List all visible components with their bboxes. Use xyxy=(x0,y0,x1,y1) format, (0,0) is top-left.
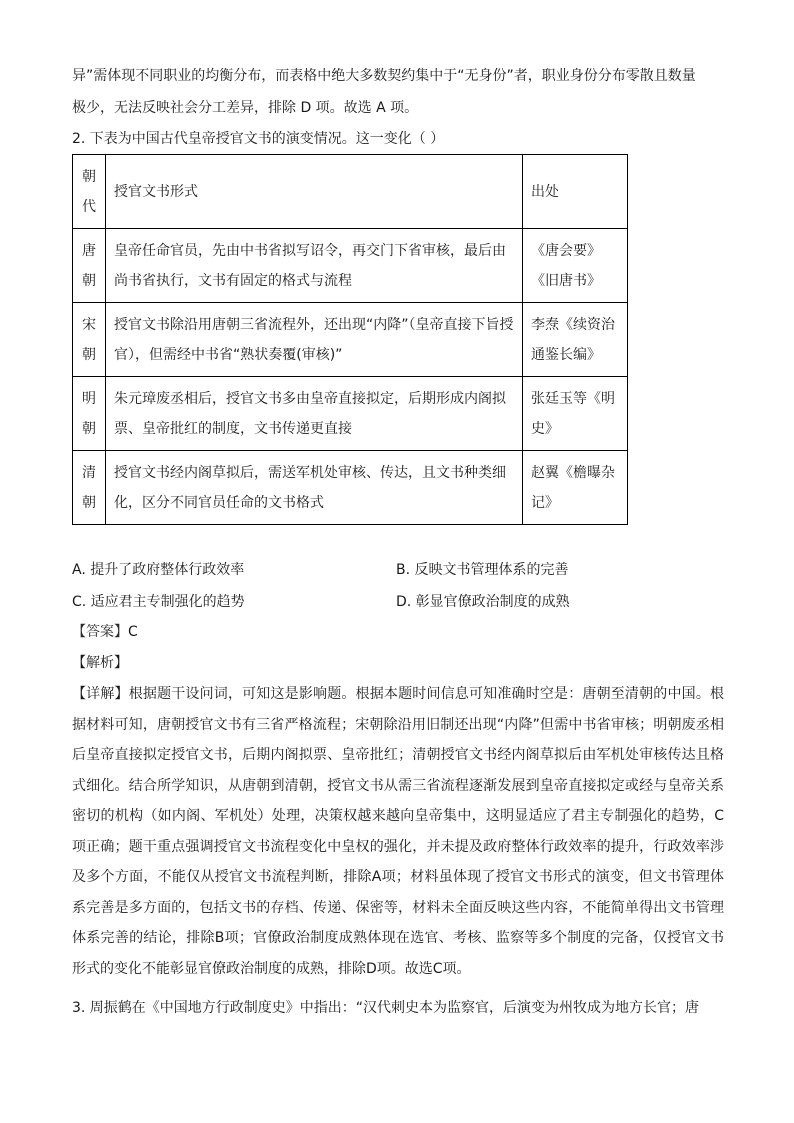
question-3-stem: 3. 周振鹤在《中国地方行政制度史》中指出：“汉代刺史本为监察官，后演变为州牧成为地方长官；唐 xyxy=(72,1000,700,1016)
option-b: B. 反映文书管理体系的完善 xyxy=(396,562,569,578)
table-row xyxy=(73,303,628,377)
detail-paragraph: 【详解】根据题干设问词，可知这是影响题。根据本题时间信息可知准确时空是：唐朝至清朝的中国。根据材料可知，唐朝授官文书有三省严格流程；宋朝除沿用旧制还出现“内降”但需中书省审核；明朝废丞相后皇帝直接拟定授官文书，后期内阁拟票、皇帝批红；清朝授官文书经内阁草拟后由军机处审核传达且格式细化。结合所学知识，从唐朝到清朝，授官文书从需三省流程逐渐发展到皇帝直接拟定或经与皇帝关系密切的机构（如内阁、军机处）处理，决策权越来越向皇帝集中，这明显适应了君主专制强化的趋势，C项正确；题干重点强调授官文书流程变化中皇权的强化，并未提及政府整体行政效率的提升，行政效率涉及多个方面，不能仅从授官文书流程判断，排除A项；材料虽体现了授官文书形式的演变，但文书管理体系完善是多方面的，包括文书的存档、传递、保密等，材料未全面反映这些内容，不能简单得出文书管理体系完善的结论，排除B项；官僚政治制度成熟体现在选官、考核、监察等多个制度的完备，仅授官文书形式的变化不能彰显官僚政治制度的成熟，排除D项。故选C项。 xyxy=(72,686,724,977)
source-cell: 《唐会要》《旧唐书》 xyxy=(523,229,628,303)
form-cell: 朱元璋废丞相后，授官文书多由皇帝直接拟定，后期形成内阁拟票、皇帝批红的制度，文书传递更直接 xyxy=(106,377,523,451)
header-source: 出处 xyxy=(523,155,628,229)
edict-evolution-table xyxy=(72,154,628,525)
table-header-row xyxy=(73,155,628,229)
header-form: 授官文书形式 xyxy=(106,155,523,229)
header-dynasty: 朝代 xyxy=(73,155,106,229)
form-cell: 授官文书除沿用唐朝三省流程外，还出现“内降”（皇帝直接下旨授官），但需经中书省“熟状奏覆(审核)” xyxy=(106,303,523,377)
option-c: C. 适应君主专制强化的趋势 xyxy=(72,594,245,610)
prev-answer-line-2: 极少，无法反映社会分工差异，排除 D 项。故选 A 项。 xyxy=(72,100,419,116)
form-cell: 授官文书经内阁草拟后，需送军机处审核、传达，且文书种类细化，区分不同官员任命的文书格式 xyxy=(106,451,523,525)
dynasty-cell: 唐朝 xyxy=(73,229,106,303)
prev-answer-line-1: 异”需体现不同职业的均衡分布，而表格中绝大多数契约集中于“无身份”者，职业身份分布零散且数量 xyxy=(72,68,696,84)
dynasty-cell: 清朝 xyxy=(73,451,106,525)
source-cell: 赵翼《檐曝杂记》 xyxy=(523,451,628,525)
table-row xyxy=(73,451,628,525)
table-row xyxy=(73,229,628,303)
analysis-label: 【解析】 xyxy=(72,655,128,671)
question-2-stem: 2. 下表为中国古代皇帝授官文书的演变情况。这一变化（ ） xyxy=(72,131,445,147)
dynasty-cell: 明朝 xyxy=(73,377,106,451)
option-d: D. 彰显官僚政治制度的成熟 xyxy=(396,594,570,610)
answer-value: C xyxy=(128,624,138,640)
option-a: A. 提升了政府整体行政效率 xyxy=(72,562,245,578)
source-cell: 张廷玉等《明史》 xyxy=(523,377,628,451)
table-row xyxy=(73,377,628,451)
dynasty-cell: 宋朝 xyxy=(73,303,106,377)
answer-label: 【答案】 xyxy=(72,624,128,640)
form-cell: 皇帝任命官员，先由中书省拟写诏令，再交门下省审核，最后由尚书省执行，文书有固定的格式与流程 xyxy=(106,229,523,303)
source-cell: 李焘《续资治通鉴长编》 xyxy=(523,303,628,377)
answer-line xyxy=(72,622,138,642)
